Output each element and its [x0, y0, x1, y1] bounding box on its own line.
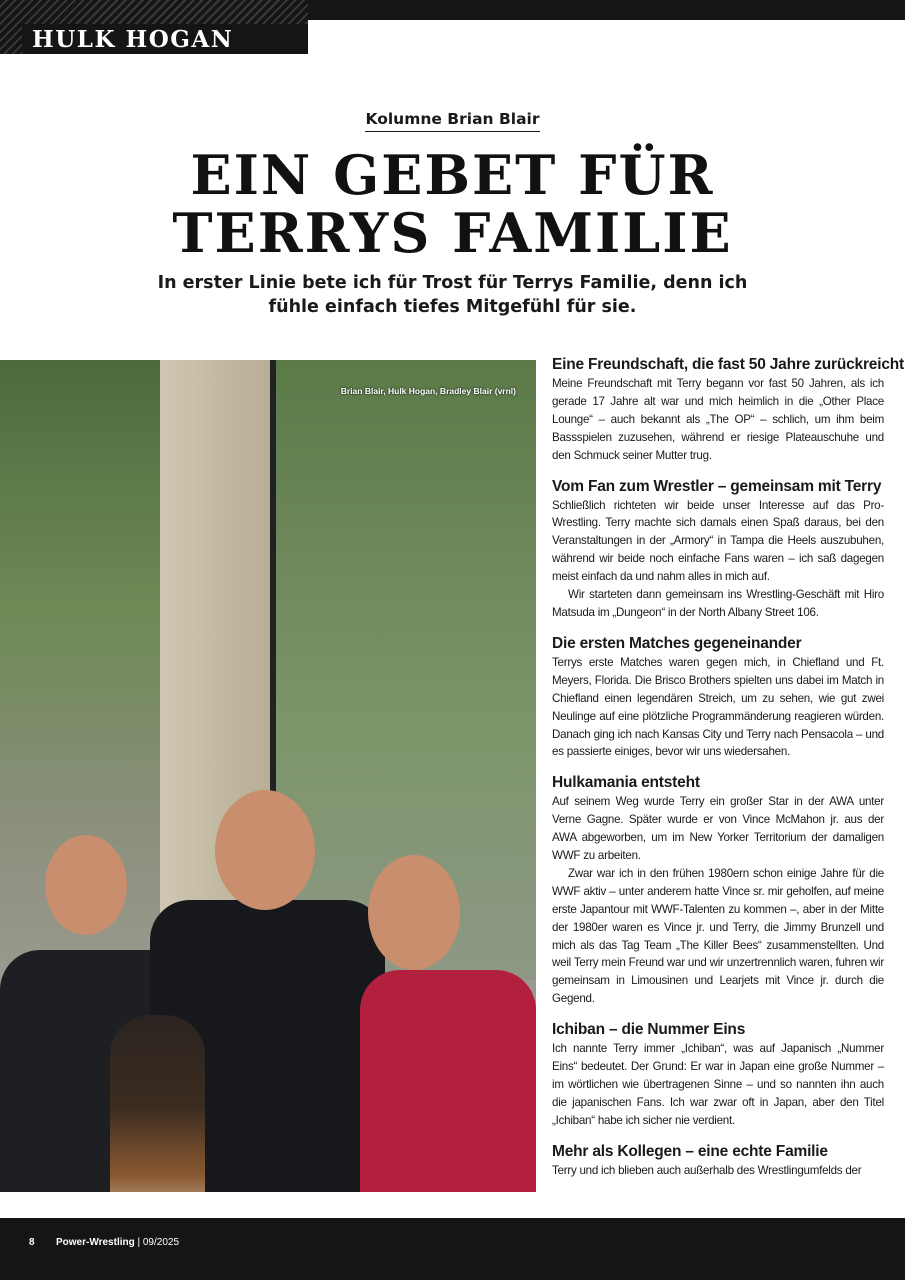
kicker-text: Kolumne Brian Blair: [365, 110, 539, 132]
article-column: [552, 355, 904, 1180]
paragraph: Terry und ich blieben auch außerhalb des Wrestlingumfelds der: [552, 1163, 862, 1177]
footer-bar: [0, 1218, 905, 1280]
paragraph: Ich nannte Terry immer „Ichiban“, was auf Japanisch „Nummer Eins“ bedeutet. Der Grund: Er war in Japan eine große Nummer – im wörtlichen wie übertragenen Sinne – und so nannten ihn auch die japanischen Fans. Ich war zwar oft in Japan, aber den Titel „Ichiban“ habe ich sicher nie verdient.: [552, 1042, 884, 1127]
headline: [0, 143, 905, 265]
magazine-name: Power-Wrestling: [56, 1237, 135, 1248]
section-heading: Die ersten Matches gegeneinander: [552, 634, 802, 652]
section-heading: Vom Fan zum Wrestler – gemeinsam mit Terry: [552, 477, 882, 495]
paragraph: Meine Freundschaft mit Terry begann vor fast 50 Jahren, als ich gerade 17 Jahre alt war und mich heimlich in die „Other Place Lounge“ – auch bekannt als „The OP“ – schlich, um ihm beim Bassspielen zuzusehen, während er riesige Plateauschuhe und den Schmuck seiner Mutter trug.: [552, 377, 884, 462]
issue-date: | 09/2025: [134, 1237, 180, 1248]
paragraph: Schließlich richteten wir beide unser Interesse auf das Pro-Wrestling. Terry machte sich damals einen Spaß daraus, bei den Veranstaltungen in der „Armory“ in Tampa die Heels auszubuhen, während wir beide noch einfache Fans waren – ich saß dagegen meist einfach da und nahm alles in mich auf.: [552, 498, 884, 584]
section-heading: Eine Freundschaft, die fast 50 Jahre zurückreicht: [552, 356, 904, 373]
photo-caption: Brian Blair, Hulk Hogan, Bradley Blair (vrnl): [340, 386, 516, 396]
paragraph: Terrys erste Matches waren gegen mich, in Chiefland und Ft. Meyers, Florida. Die Brisco Brothers spielten uns dabei im Match in Chiefland einen legendären Streich, um zu sehen, wie gut zwei Neulinge auf eine plötzliche Programmänderung reagieren würden. Danach ging ich nach Kansas City und Terry nach Pensacola – und es passierte einiges, bevor wir uns wiedersahen.: [552, 655, 884, 759]
paragraph: Wir starteten dann gemeinsam ins Wrestling-Geschäft mit Hiro Matsuda im „Dungeon“ in der North Albany Street 106.: [552, 588, 884, 619]
article-photo: [0, 360, 536, 1192]
kicker: [0, 110, 905, 132]
page-number: 8: [29, 1237, 35, 1248]
section-heading: Mehr als Kollegen – eine echte Familie: [552, 1142, 828, 1160]
paragraph: Auf seinem Weg wurde Terry ein großer Star in der AWA unter Verne Gagne. Später wurde er von Vince McMahon jr. aus der AWA abgeworben, um im New Yorker Territorium der damaligen WWF zu arbeiten.: [552, 795, 884, 863]
section-heading: Hulkamania entsteht: [552, 774, 700, 792]
headline-line-2: TERRYS FAMILIE: [172, 201, 733, 265]
section-heading: Ichiban – die Nummer Eins: [552, 1021, 746, 1039]
subline: In erster Linie bete ich für Trost für Terrys Familie, denn ich fühle einfach tiefes Mitgefühl für sie.: [157, 273, 748, 317]
paragraph: Zwar war ich in den frühen 1980ern schon einige Jahre für die WWF aktiv – unter anderem hatte Vince sr. mir geholfen, auf meine erste Japantour mit WWF-Talenten zu kommen –, aber in der Mitte der 1980er waren es Vince jr. und Terry, die Jimmy Brunzell und mich als das Tag Team „The Killer Bees“ zusammenstellten. Und weil Terry mein Freund war und wir unzertrennlich waren, fuhren wir gemeinsam in Limousinen und Learjets mit Vince jr. durch die Gegend.: [552, 866, 884, 1006]
section-label: HULK HOGAN: [32, 26, 234, 53]
headline-line-1: EIN GEBET FÜR: [190, 143, 715, 207]
folio: [56, 1237, 179, 1248]
